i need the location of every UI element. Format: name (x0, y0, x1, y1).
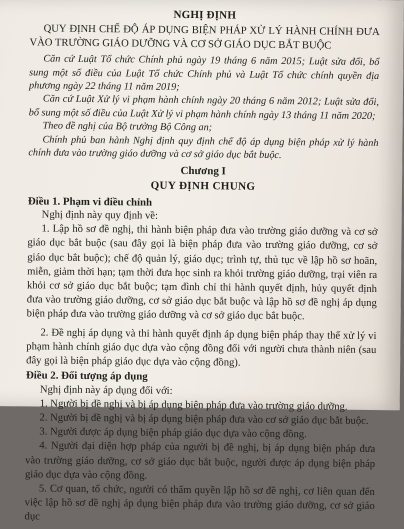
article-1-intro: Nghị định này quy định về: (41, 209, 158, 222)
decree-title: NGHỊ ĐỊNH (173, 8, 237, 22)
article-2-clause-4: 4. Người đại diện hợp pháp của người bị đề nghị, bị áp dụng biện pháp đưa vào trường giáo dưỡng, cơ sở giáo dục bắt buộc, người được áp dụng biện pháp giáo dục dựa vào cộng đồng. (24, 440, 376, 482)
decree-subtitle: QUY ĐỊNH CHẾ ĐỘ ÁP DỤNG BIỆN PHÁP XỬ LÝ HÀNH CHÍNH ĐƯA VÀO TRƯỜNG GIÁO DƯỠNG VÀ CƠ SỞ GIÁO DỤC BẮT BUỘC (29, 23, 380, 52)
article-1-clause-2: 2. Đề nghị áp dụng và thi hành quyết định áp dụng biện pháp thay thế xử lý vi phạm hành chính giáo dục dựa vào cộng đồng đối với người chưa thành niên (sau đây gọi là biện pháp giáo dục dựa vào cộng đồng). (26, 327, 377, 369)
article-2-intro: Nghị định này áp dụng đối với: (39, 384, 173, 397)
article-2-clause-1: 1. Người bị đề nghị và bị áp dụng biện pháp đưa vào trường giáo dưỡng. (39, 398, 348, 413)
article-1-title: Điều 1. Phạm vi điều chỉnh (27, 195, 153, 209)
legal-basis-1: Căn cứ Luật Tổ chức Chính phủ ngày 19 tháng 6 năm 2015; Luật sửa đổi, bổ sung một số điều của Luật Tổ chức Chính phủ và Luật Tổ chức chính quyền địa phương ngày 22 tháng 11 năm 2019; (29, 53, 380, 93)
chapter-number: Chương I (180, 165, 226, 178)
article-2-clause-3: 3. Người được áp dụng biện pháp giáo dục dựa vào cộng đồng. (39, 426, 307, 441)
document-content (24, 6, 379, 528)
article-2-title: Điều 2. Đối tượng áp dụng (25, 369, 148, 383)
legal-basis-2: Căn cứ Luật Xử lý vi phạm hành chính ngày 20 tháng 6 năm 2012; Luật sửa đổi, bổ sung một số điều của Luật Xử lý vi phạm hành chính ngày 13 tháng 11 năm 2020; (28, 93, 379, 122)
legal-basis-3: Theo đề nghị của Bộ trưởng Bộ Công an; (42, 120, 213, 134)
chapter-title: QUY ĐỊNH CHUNG (150, 179, 256, 193)
decree-intro: Chính phủ ban hành Nghị định quy định chế độ áp dụng biện pháp xử lý hành chính đưa vào trường giáo dưỡng và cơ sở giáo dục bắt buộc. (28, 134, 379, 162)
article-2-clause-2: 2. Người bị đề nghị và bị áp dụng biện pháp đưa vào cơ sở giáo dục bắt buộc. (39, 412, 369, 427)
article-1-clause-1: 1. Lập hồ sơ đề nghị, thi hành biện pháp đưa vào trường giáo dưỡng và cơ sở giáo dục bắt buộc (sau đây gọi là biện pháp đưa vào trường giáo dưỡng, cơ sở giáo dục bắt buộc); chế độ quản lý, giáo dục; trình tự, thủ tục về lập hồ sơ hoãn, miễn, giảm thời hạn; tạm thời đưa học sinh ra khỏi trường giáo dưỡng, trại viên ra khỏi cơ sở giáo dục bắt buộc; tạm đình chỉ thi hành quyết định, hủy quyết định đưa vào trường giáo dưỡng, cơ sở giáo dục bắt buộc và lập hồ sơ đề nghị áp dụng biện pháp đưa vào trường giáo dưỡng và cơ sở giáo dục bắt buộc. (26, 223, 378, 323)
article-2-clause-5: 5. Cơ quan, tổ chức, người có thẩm quyền lập hồ sơ đề nghị, cơ liên quan đến việc lập hồ sơ đề nghị áp dụng biện pháp đưa vào trường giáo dưỡng, cơ sở giáo dục (24, 483, 375, 523)
